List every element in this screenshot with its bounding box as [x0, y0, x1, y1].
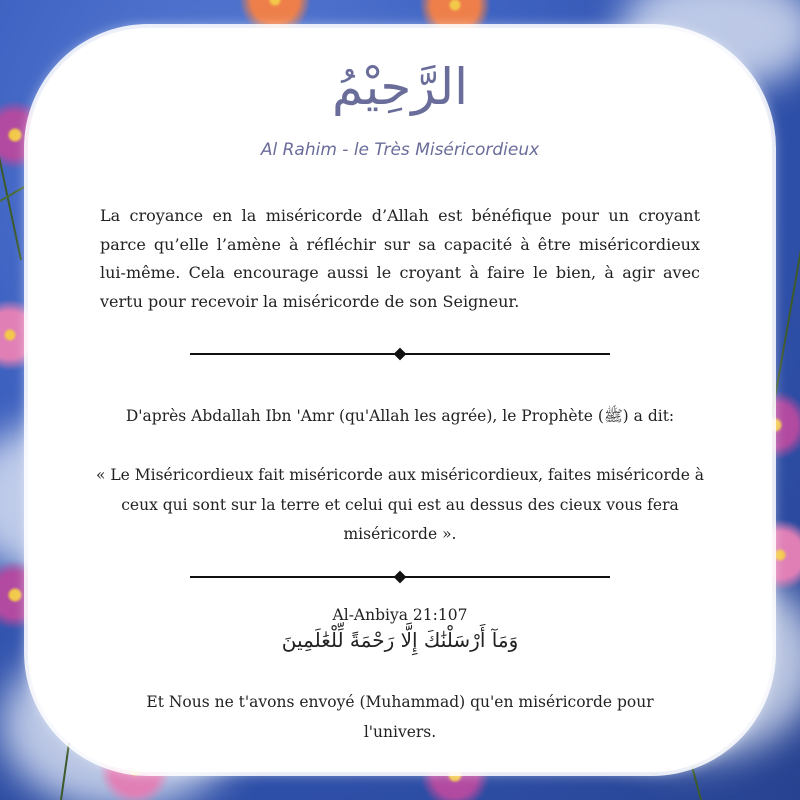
hadith-narrator: D'après Abdallah Ibn 'Amr (qu'Allah les agrée), le Prophète (ﷺ) a dit: — [125, 407, 675, 425]
arabic-name-title: الرَّحِيْمُ — [332, 58, 468, 116]
name-subtitle: Al Rahim - le Très Miséricordieux — [260, 140, 540, 160]
intro-paragraph: La croyance en la miséricorde d’Allah est bénéfique pour un croyant parce qu’elle l’amène à réfléchir sur sa capacité à être miséricordieux lui-même. Cela encourage aussi le croyant à faire le bien, à agir avec vertu pour recevoir la miséricorde de son Seigneur. — [100, 206, 700, 311]
verse-translation: Et Nous ne t'avons envoyé (Muhammad) qu'en miséricorde pour l'univers. — [146, 693, 654, 741]
verse-arabic: وَمَآ أَرْسَلْنَٰكَ إِلَّا رَحْمَةً لِّلْعَٰلَمِينَ — [281, 628, 519, 652]
hadith-quote: « Le Miséricordieux fait miséricorde aux miséricordieux, faites miséricorde à ceux qui sont sur la terre et celui qui est au dessus des cieux vous fera miséricorde ». — [95, 466, 705, 543]
content-card — [28, 28, 772, 772]
diamond-ornament-icon — [394, 571, 407, 584]
diamond-ornament-icon — [394, 348, 407, 361]
divider-top — [190, 353, 610, 355]
divider-bottom — [190, 576, 610, 578]
verse-reference: Al-Anbiya 21:107 — [332, 606, 468, 624]
